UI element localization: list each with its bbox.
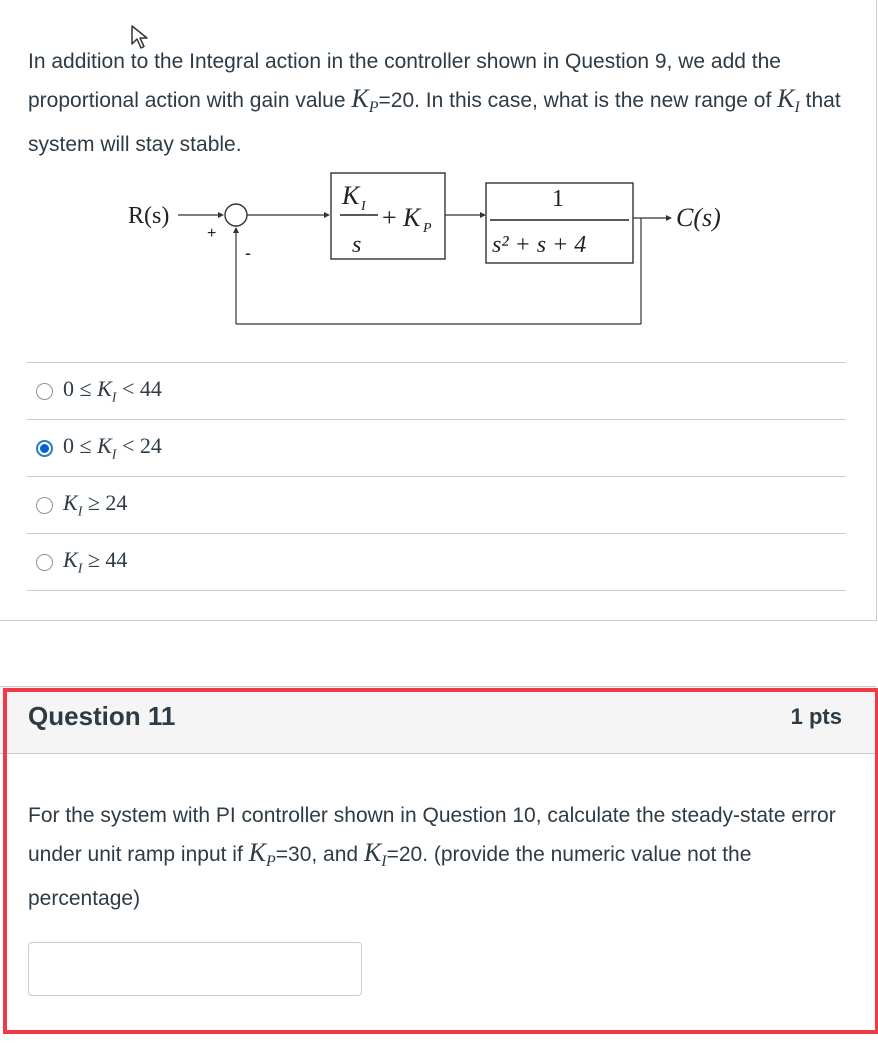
answer-option[interactable]: [27, 362, 846, 419]
question-10-text: In addition to the Integral action in the controller shown in Question 9, we add the proportional action with gain value $K_P=20$. In this case, what is the new range of $K_I$ that system will stay stable.: [28, 50, 841, 156]
controller-plus: +: [382, 203, 397, 232]
block-diagram: [120, 168, 760, 338]
plant-numerator: 1: [552, 186, 564, 212]
input-label: R(s): [128, 203, 170, 229]
answer-option-selected[interactable]: [27, 419, 846, 476]
answer-math: $0 \le K_I < 44$: [63, 375, 162, 406]
plus-sign: +: [207, 225, 217, 242]
controller-ki-sub: I: [361, 199, 366, 214]
minus-sign: -: [245, 243, 251, 263]
controller-kp: K: [403, 203, 421, 232]
answer-option[interactable]: [27, 476, 846, 533]
question-title: Question 11: [28, 701, 176, 731]
answer-option[interactable]: [27, 533, 846, 591]
question-points: 1 pts: [790, 704, 842, 729]
question-11-card: [0, 686, 878, 1049]
question-11-text: For the system with PI controller shown in Question 10, calculate the steady-state error under unit ramp input if $K_P=30$, and $K_I=20$. (provide the numeric value not the percentage): [28, 804, 836, 910]
radio-button[interactable]: [36, 554, 53, 571]
radio-button-selected[interactable]: [36, 440, 53, 457]
summing-junction: [225, 204, 247, 226]
controller-ki: K: [342, 181, 360, 210]
controller-kp-sub: P: [423, 221, 432, 236]
output-label: C(s): [676, 203, 721, 232]
answer-math: $0 \le K_I < 24$: [63, 432, 162, 463]
answer-math: $K_I \ge 24$: [63, 489, 128, 520]
radio-button[interactable]: [36, 383, 53, 400]
answer-options: [27, 362, 846, 591]
controller-den: s: [352, 232, 362, 258]
answer-math: $K_I \ge 44$: [63, 546, 128, 577]
plant-denominator: s² + s + 4: [492, 232, 587, 258]
question-11-header: [0, 686, 876, 754]
answer-input[interactable]: [28, 942, 362, 996]
radio-button[interactable]: [36, 497, 53, 514]
